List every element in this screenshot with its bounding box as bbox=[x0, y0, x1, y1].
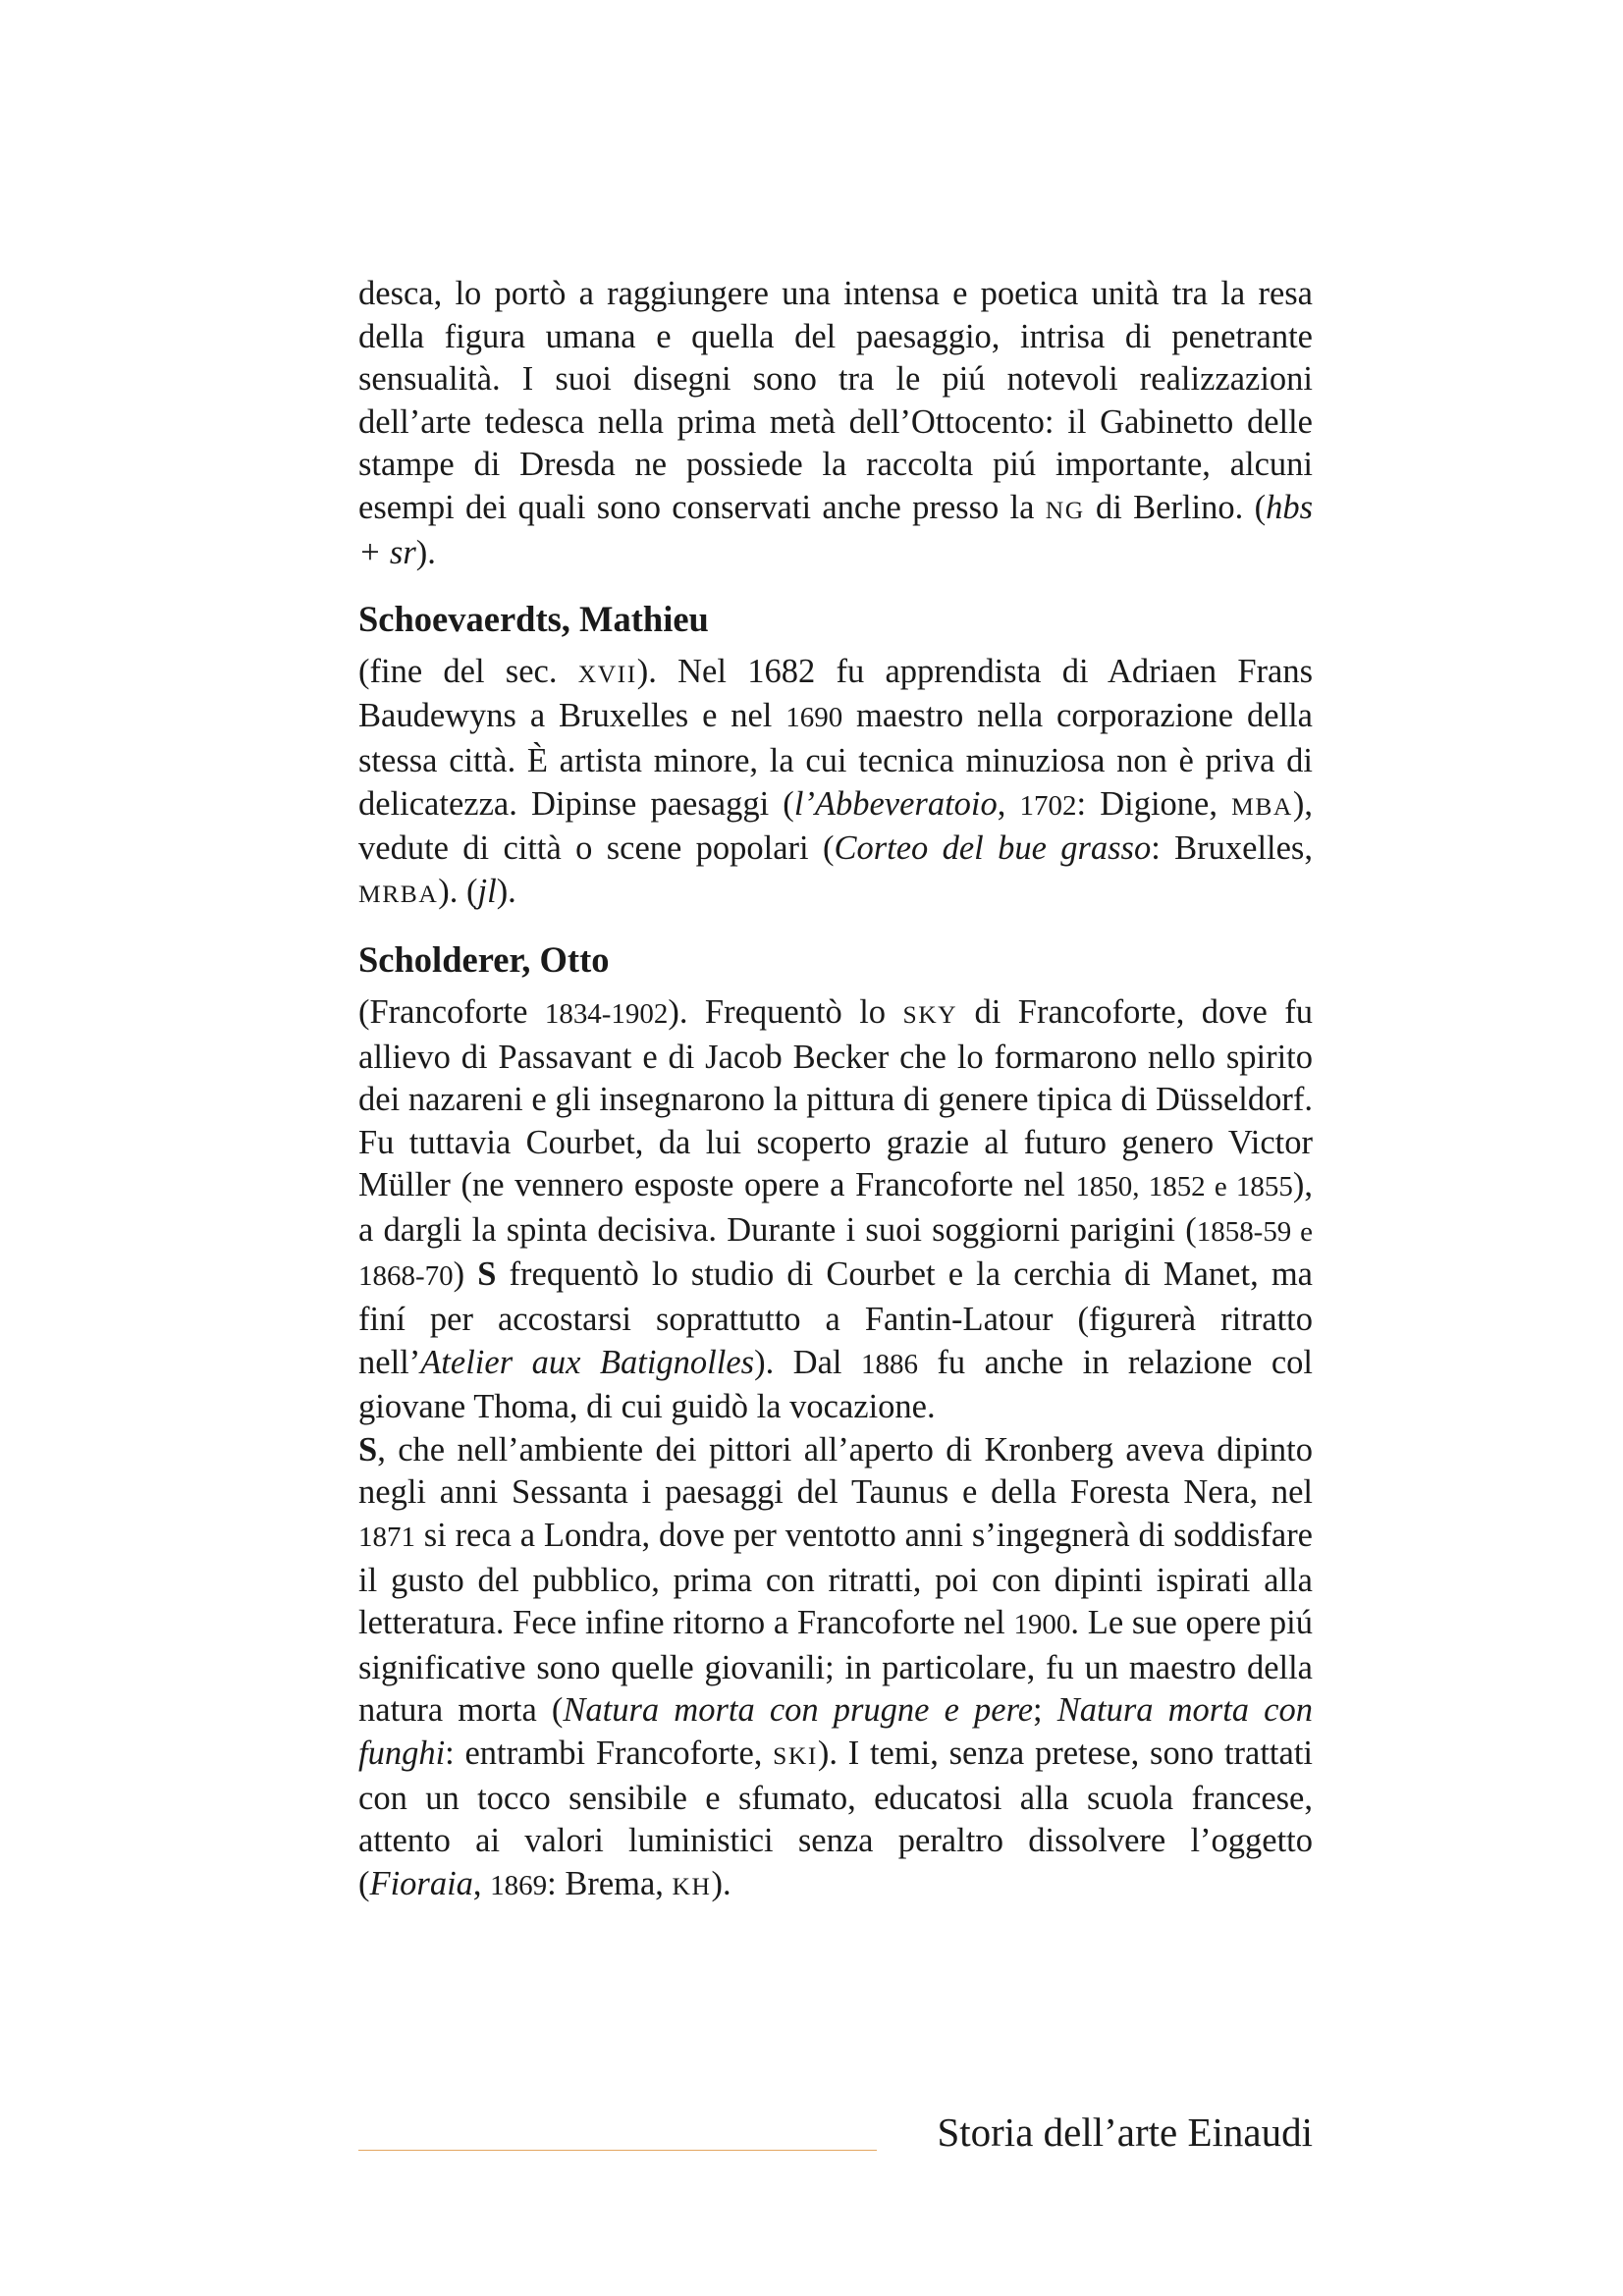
entry-paragraph-schoevaerdts: (fine del sec. XVII). Nel 1682 fu apprendista di Adriaen Frans Baudewyns a Bruxelles e nel 1690 maestro nella corporazione della stessa città. È artista minore, la cui tecnica minuziosa non è priva di delicatezza. Dipinse paesaggi (l’Abbeveratoio, 1702: Digione, MBA), vedute di città o scene popolari (Corteo del bue grasso: Bruxelles, MRBA). (jl). bbox=[358, 652, 1313, 910]
page-footer bbox=[358, 2108, 1313, 2157]
abbr-kh: KH bbox=[672, 1871, 712, 1900]
entry-paragraph-scholderer-2: S, che nell’ambiente dei pittori all’aperto di Kronberg aveva dipinto negli anni Sessanta i paesaggi del Taunus e della Foresta Nera, nel 1871 si reca a Londra, dove per ventotto anni s’ingegnerà di soddisfare il gusto del pubblico, prima con ritratti, poi con dipinti ispirati alla letteratura. Fece infine ritorno a Francoforte nel 1900. Le sue opere piú significative sono quelle giovanili; in particolare, fu un maestro della natura morta (Natura morta con prugne e pere; Natura morta con funghi: entrambi Francoforte, SKI). I temi, senza pretese, sono trattati con un tocco sensibile e sfumato, educatosi alla scuola francese, attento ai valori luministici senza peraltro dissolvere l’oggetto (Fioraia, 1869: Brema, KH). bbox=[358, 1430, 1314, 1902]
artwork-title: Corteo del bue grasso bbox=[834, 829, 1152, 868]
artwork-title: l’Abbeveratoio bbox=[793, 784, 998, 823]
abbr-ski: SKI bbox=[773, 1741, 818, 1770]
abbr-ng: NG bbox=[1045, 495, 1085, 524]
entry-heading-scholderer: Scholderer, Otto bbox=[358, 939, 610, 981]
author-credit: jl bbox=[477, 872, 497, 910]
author-credit: hbs + sr bbox=[358, 488, 1314, 571]
abbr-mba: MBA bbox=[1231, 791, 1293, 821]
intro-text: desca, lo portò a raggiungere una intensa e poetica unità tra la resa della figura umana e quella del paesaggio, intrisa di penetrante sensualità. I suoi disegni sono tra le piú notevoli realizzazioni dell’arte tedesca nella prima metà dell’Ottocento: il Gabinetto delle stampe di Dresda ne possiede la raccolta piú importante, alcuni esempi dei quali sono conservati anche presso la bbox=[358, 275, 1313, 526]
century-numeral: XVII bbox=[577, 659, 637, 688]
page-body bbox=[358, 273, 1313, 1907]
intro-paragraph: desca, lo portò a raggiungere una intensa e poetica unità tra la resa della figura umana e quella del paesaggio, intrisa di penetrante sensualità. I suoi disegni sono tra le piú notevoli realizzazioni dell’arte tedesca nella prima metà dell’Ottocento: il Gabinetto delle stampe di Dresda ne possiede la raccolta piú importante, alcuni esempi dei quali sono conservati anche presso la NG di Berlino. (hbs + sr). bbox=[358, 275, 1314, 571]
entry-paragraph-scholderer-1: (Francoforte 1834-1902). Frequentò lo SKY di Francoforte, dove fu allievo di Passavant e di Jacob Becker che lo formarono nello spirito dei nazareni e gli insegnarono la pittura di genere tipica di Düsseldorf. Fu tuttavia Courbet, da lui scoperto grazie al futuro genero Victor Müller (ne vennero esposte opere a Francoforte nel 1850, 1852 e 1855), a dargli la spinta decisiva. Durante i suoi soggiorni parigini (1858-59 e 1868-70) S frequentò lo studio di Courbet e la cerchia di Manet, ma finí per accostarsi soprattutto a Fantin-Latour (figurerà ritratto nell’Atelier aux Batignolles). Dal 1886 fu anche in relazione col giovane Thoma, di cui guidò la vocazione. bbox=[358, 992, 1313, 1426]
artist-initial: S bbox=[477, 1255, 497, 1294]
abbr-mrba: MRBA bbox=[358, 879, 439, 908]
artist-initial: S bbox=[358, 1430, 378, 1468]
artwork-title: Natura morta con prugne e pere bbox=[563, 1691, 1034, 1730]
footer-title: Storia dell’arte Einaudi bbox=[937, 2109, 1313, 2155]
footer-rule bbox=[358, 2150, 877, 2151]
abbr-sky: SKY bbox=[902, 999, 958, 1029]
artwork-title: Natura morta con funghi bbox=[358, 1691, 1313, 1772]
entry-heading-schoevaerdts: Schoevaerdts, Mathieu bbox=[358, 599, 709, 640]
artwork-title: Fioraia bbox=[369, 1864, 473, 1902]
artwork-title: Atelier aux Batignolles bbox=[420, 1343, 755, 1381]
